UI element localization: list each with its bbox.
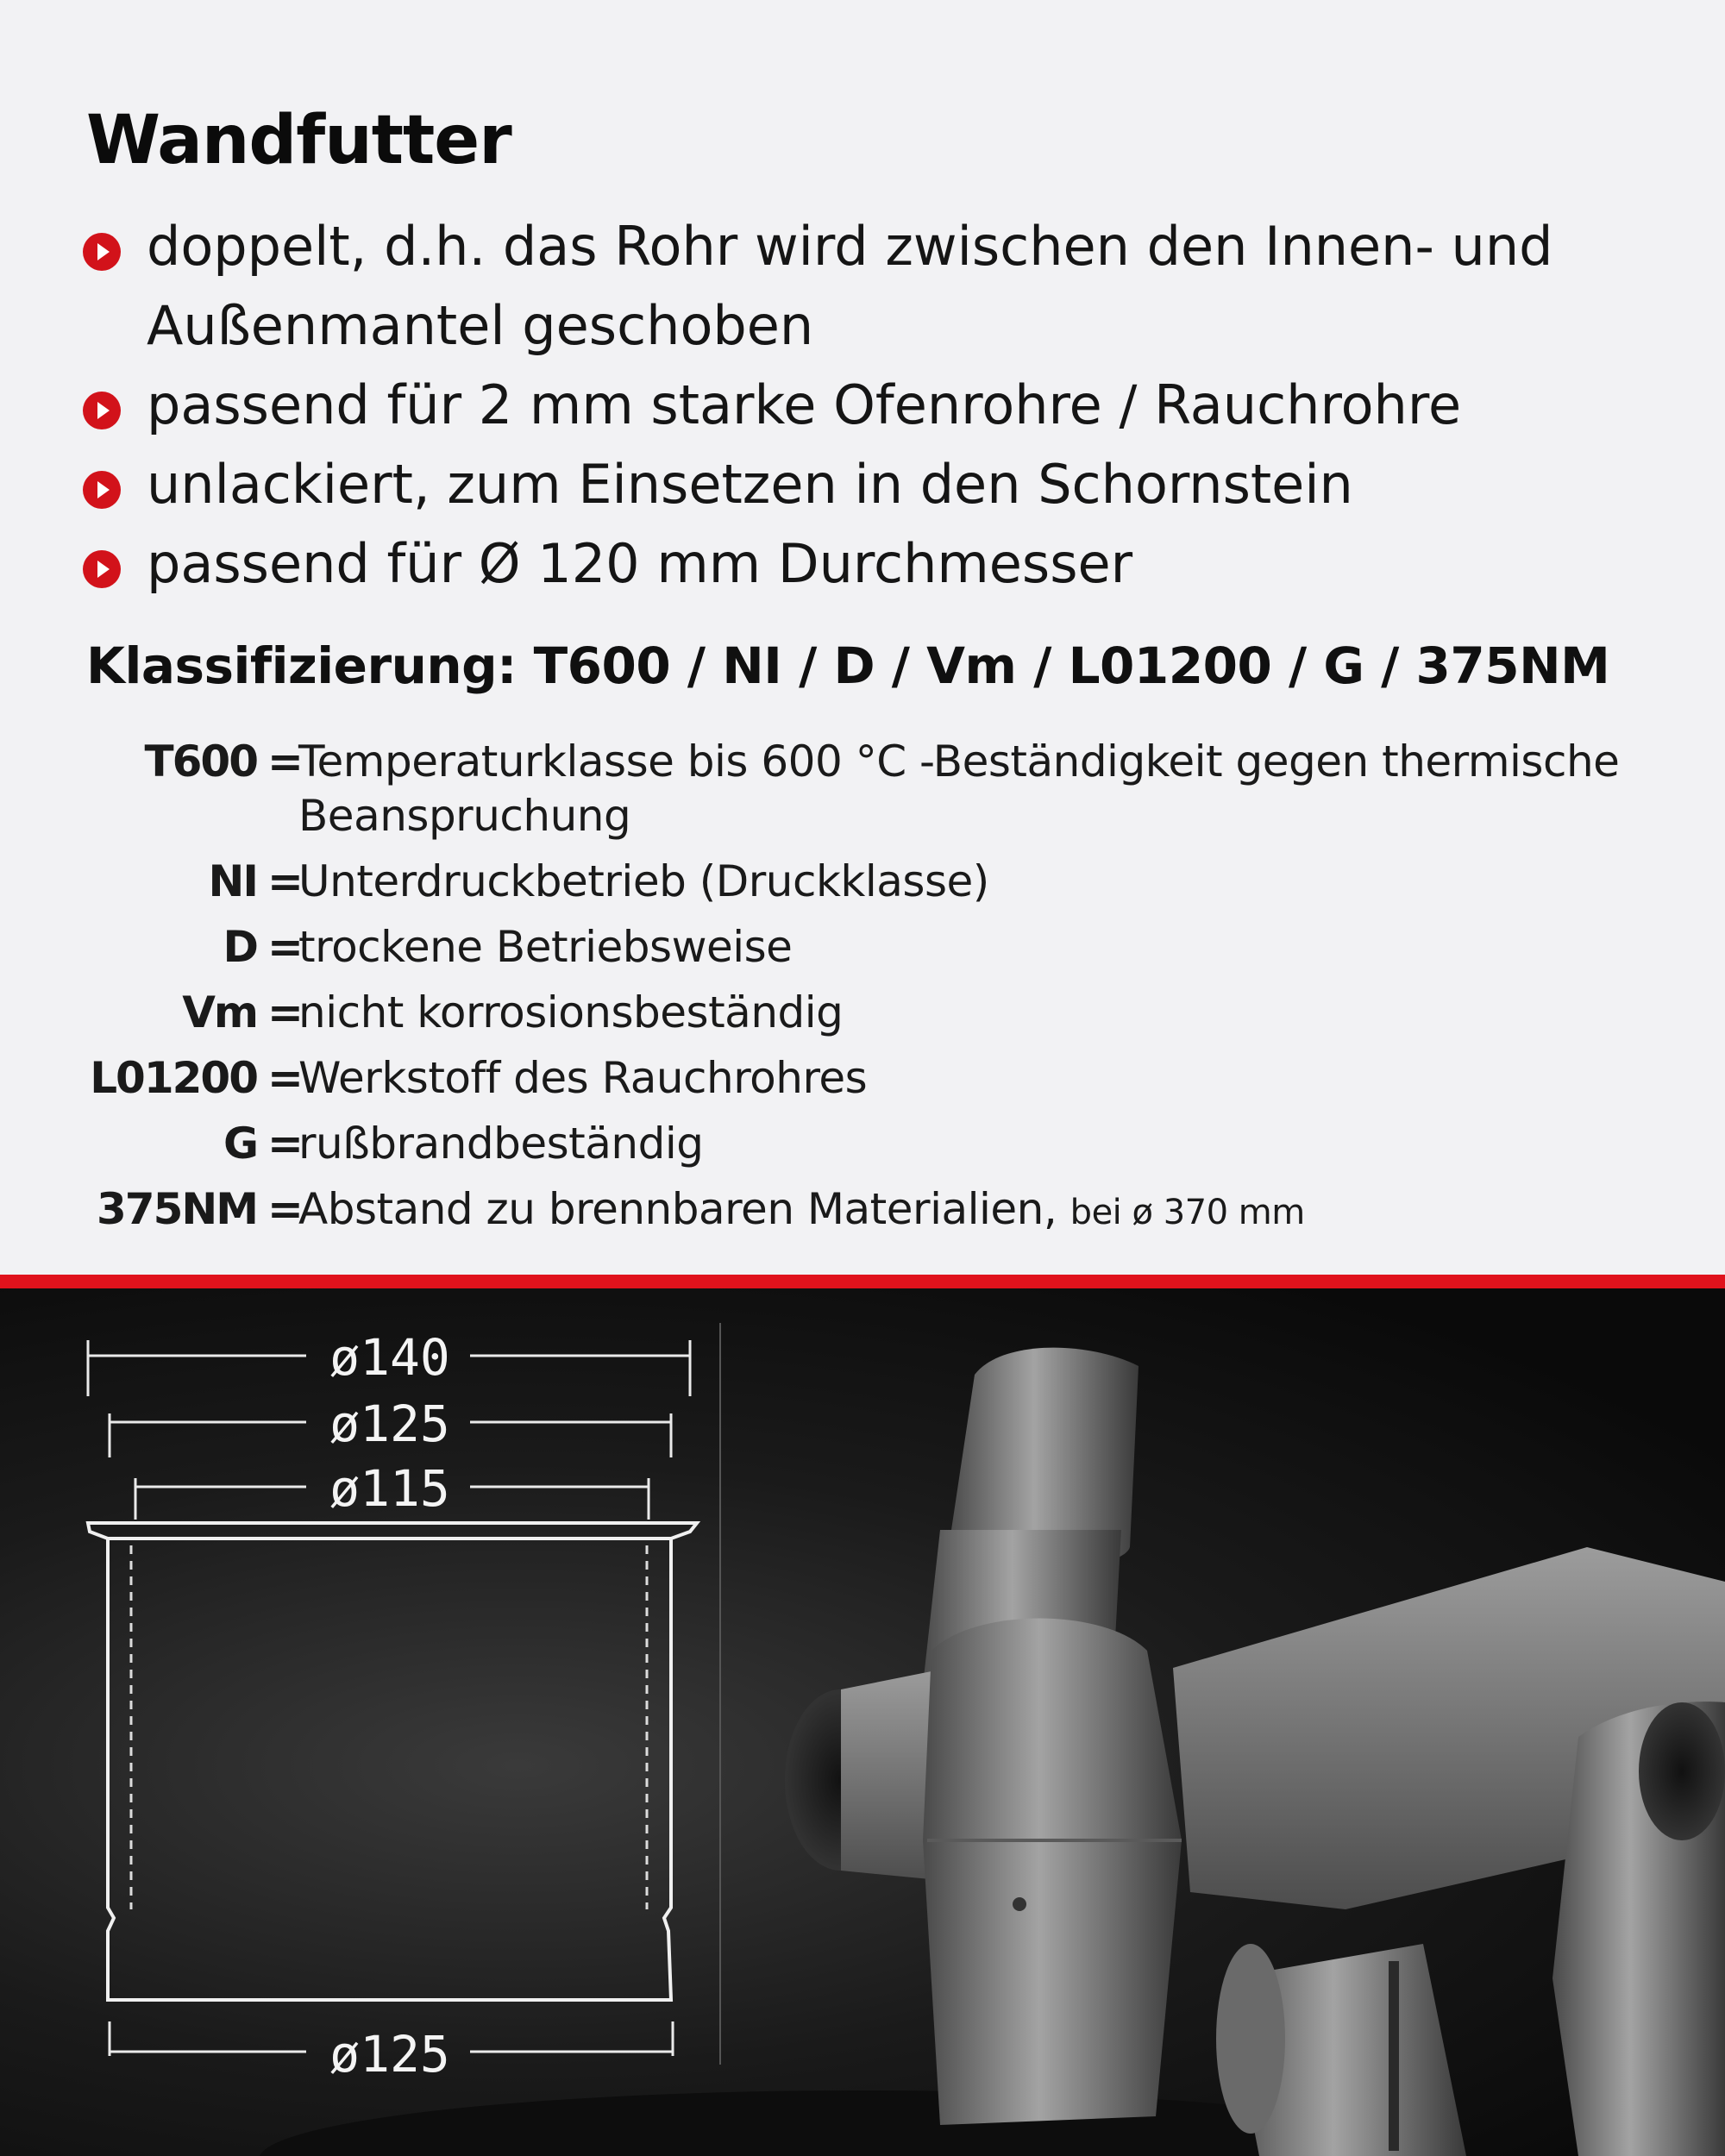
product-visual-panel xyxy=(0,1288,1725,2156)
red-arrow-bullet-icon xyxy=(83,550,121,588)
equals-sign: = xyxy=(267,856,304,906)
feature-text: passend für Ø 120 mm Durchmesser xyxy=(147,532,1133,595)
definition-code: D xyxy=(223,922,257,972)
red-arrow-bullet-icon xyxy=(83,471,121,509)
equals-sign: = xyxy=(267,1119,304,1169)
feature-text: unlackiert, zum Einsetzen in den Schornstein xyxy=(147,453,1353,516)
red-arrow-bullet-icon xyxy=(83,233,121,271)
dimension-label-outer: ø140 xyxy=(329,1328,450,1387)
definition-row xyxy=(52,735,1690,843)
definition-row xyxy=(52,1117,1690,1171)
red-divider xyxy=(0,1275,1725,1288)
feature-item xyxy=(83,366,1670,445)
classification-definitions xyxy=(52,735,1690,1251)
equals-sign: = xyxy=(267,922,304,972)
inner-wall-hidden-lines xyxy=(131,1545,647,1909)
definition-code: 375NM xyxy=(97,1184,257,1234)
definition-code: L01200 xyxy=(90,1053,257,1103)
definition-main-text: Abstand zu brennbaren Materialien, xyxy=(298,1184,1057,1234)
feature-item xyxy=(83,207,1670,366)
wall-sleeve-outline xyxy=(88,1523,697,2000)
definition-row xyxy=(52,986,1690,1040)
feature-item xyxy=(83,445,1670,524)
feature-text: passend für 2 mm starke Ofenrohre / Rauchrohre xyxy=(147,373,1462,436)
equals-sign: = xyxy=(267,736,304,787)
red-arrow-bullet-icon xyxy=(83,392,121,429)
definition-text: trockene Betriebsweise xyxy=(298,922,793,972)
dimension-label-middle: ø125 xyxy=(329,1395,450,1453)
definition-text: Unterdruckbetrieb (Druckklasse) xyxy=(298,856,989,906)
definition-row xyxy=(52,1051,1690,1106)
feature-list xyxy=(83,207,1670,604)
feature-text: doppelt, d.h. das Rohr wird zwischen den Innen- und Außenmantel geschoben xyxy=(147,215,1553,357)
definition-text: Temperaturklasse bis 600 °C -Beständigkeit gegen thermische Beanspruchung xyxy=(298,736,1620,841)
dimension-label-bottom: ø125 xyxy=(329,2025,450,2084)
definition-row xyxy=(52,1182,1690,1240)
feature-item xyxy=(83,524,1670,604)
definition-text: Werkstoff des Rauchrohres xyxy=(298,1053,868,1103)
definition-code: G xyxy=(223,1119,257,1169)
stove-pipe-photo xyxy=(259,1348,1725,2156)
product-title: Wandfutter xyxy=(86,102,511,179)
definition-code: NI xyxy=(208,856,257,906)
dimension-label-inner: ø115 xyxy=(329,1459,450,1518)
definition-code: Vm xyxy=(182,987,257,1037)
technical-drawing xyxy=(0,1288,1725,2156)
definition-row xyxy=(52,855,1690,909)
equals-sign: = xyxy=(267,987,304,1037)
definition-note: bei ø 370 mm xyxy=(1070,1193,1305,1232)
definition-text xyxy=(298,1182,1690,1240)
equals-sign: = xyxy=(267,1184,304,1234)
definition-text: rußbrandbeständig xyxy=(298,1119,704,1169)
definition-code: T600 xyxy=(144,736,257,787)
equals-sign: = xyxy=(267,1053,304,1103)
classification-heading: Klassifizierung: T600 / NI / D / Vm / L01200 / G / 375NM xyxy=(86,636,1610,695)
definition-row xyxy=(52,920,1690,975)
definition-text: nicht korrosionsbeständig xyxy=(298,987,844,1037)
